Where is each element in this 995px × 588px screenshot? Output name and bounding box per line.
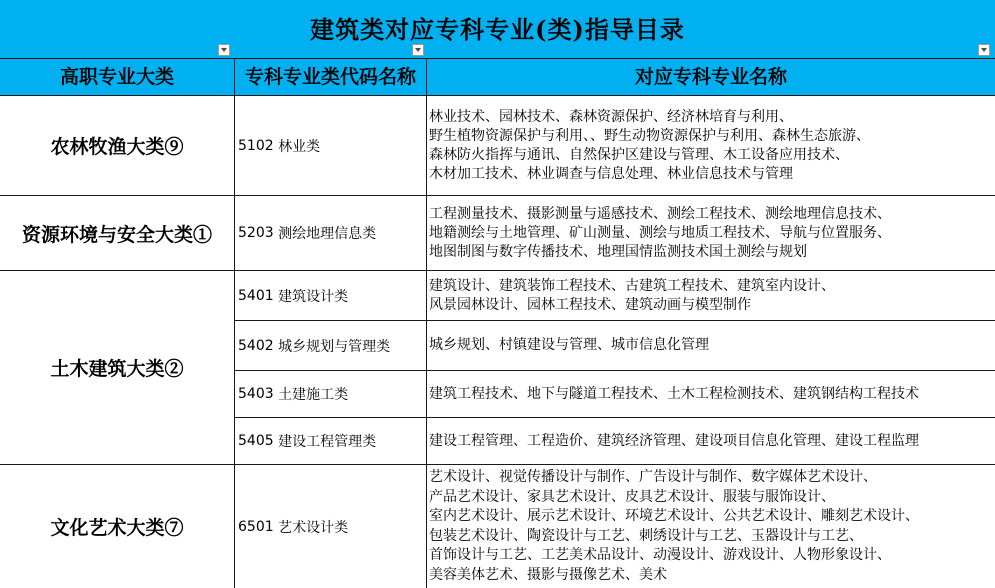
major-line: 城乡规划、村镇建设与管理、城市信息化管理: [429, 337, 709, 353]
column-header-category[interactable]: 高职专业大类: [0, 59, 235, 95]
code-number: 5203: [238, 225, 274, 241]
code-number: 5403: [238, 386, 274, 402]
majors-cell[interactable]: [427, 418, 995, 464]
sheet-title: 建筑类对应专科专业(类)指导目录: [310, 15, 685, 44]
major-line: 艺术设计、视觉传播设计与制作、广告设计与制作、数字媒体艺术设计、: [429, 469, 877, 485]
code-cell[interactable]: [235, 321, 425, 370]
majors-cell[interactable]: [427, 96, 995, 195]
category-cell[interactable]: 农林牧渔大类⑨: [50, 136, 184, 158]
column-header-code[interactable]: 专科专业类代码名称: [235, 59, 427, 95]
major-line: 野生植物资源保护与利用、、野生动物资源保护与利用、森林生态旅游、: [429, 127, 870, 144]
major-line: 室内艺术设计、展示艺术设计、环境艺术设计、公共艺术设计、雕刻艺术设计、: [429, 508, 919, 524]
code-name: 林业类: [278, 138, 321, 155]
major-line: 林业技术、园林技术、森林资源保护、经济林培育与利用、: [429, 108, 793, 125]
code-name: 建筑设计类: [278, 288, 349, 305]
column-header-row: [0, 59, 995, 96]
code-cell[interactable]: [235, 271, 425, 320]
code-cell[interactable]: [235, 196, 425, 270]
code-number: 5402: [238, 337, 274, 354]
sheet-title-bar: [0, 0, 995, 59]
majors-cell[interactable]: [427, 196, 995, 270]
code-cell[interactable]: [235, 465, 425, 588]
major-line: 包装艺术设计、陶瓷设计与工艺、刺绣设计与工艺、玉器设计与工艺、: [429, 527, 863, 544]
major-line: 木材加工技术、林业调查与信息处理、林业信息技术与管理: [429, 165, 793, 182]
code-name: 测绘地理信息类: [278, 226, 377, 242]
code-number: 5102: [238, 137, 274, 154]
code-name: 建设工程管理类: [278, 434, 377, 450]
category-cell[interactable]: 土木建筑大类②: [50, 358, 184, 380]
code-cell[interactable]: [235, 371, 425, 417]
column-header-majors[interactable]: 对应专科专业名称: [634, 66, 787, 88]
major-line: 建筑设计、建筑装饰工程技术、古建筑工程技术、建筑室内设计、: [429, 277, 835, 294]
code-cell[interactable]: [235, 96, 425, 195]
filter-dropdown-icon[interactable]: [218, 44, 230, 56]
code-number: 6501: [238, 518, 274, 535]
code-name: 城乡规划与管理类: [278, 338, 391, 355]
major-line: 森林防火指挥与通讯、自然保护区建设与管理、木工设备应用技术、: [429, 146, 849, 163]
category-cell[interactable]: 资源环境与安全大类①: [21, 223, 212, 246]
majors-cell[interactable]: [427, 465, 995, 588]
major-line: 首饰设计与工艺、工艺美术品设计、动漫设计、游戏设计、人物形象设计、: [429, 547, 891, 563]
code-cell[interactable]: [235, 418, 425, 464]
major-line: 工程测量技术、摄影测量与遥感技术、测绘工程技术、测绘地理信息技术、: [429, 205, 891, 222]
major-line: 建设工程管理、工程造价、建筑经济管理、建设项目信息化管理、建设工程监理: [429, 432, 919, 449]
major-line: 风景园林设计、园林工程技术、建筑动画与模型制作: [429, 296, 751, 313]
major-line: 地籍测绘与土地管理、矿山测量、测绘与地质工程技术、导航与位置服务、: [429, 224, 891, 241]
code-name: 土建施工类: [278, 387, 349, 403]
majors-cell[interactable]: [427, 321, 995, 370]
filter-dropdown-icon[interactable]: [978, 44, 990, 56]
category-cell[interactable]: 文化艺术大类⑦: [50, 517, 184, 539]
code-number: 5401: [238, 287, 274, 304]
major-line: 建筑工程技术、地下与隧道工程技术、土木工程检测技术、建筑钢结构工程技术: [429, 385, 919, 402]
major-line: 美容美体艺术、摄影与摄像艺术、美术: [429, 566, 667, 583]
major-line: 地图制图与数字传播技术、地理国情监测技术国土测绘与规划: [429, 243, 807, 260]
major-line: 产品艺术设计、家具艺术设计、皮具艺术设计、服装与服饰设计、: [429, 488, 835, 505]
code-number: 5405: [238, 433, 274, 449]
code-name: 艺术设计类: [278, 519, 349, 536]
filter-dropdown-icon[interactable]: [412, 44, 424, 56]
majors-cell[interactable]: [427, 271, 995, 320]
majors-cell[interactable]: [427, 371, 995, 417]
